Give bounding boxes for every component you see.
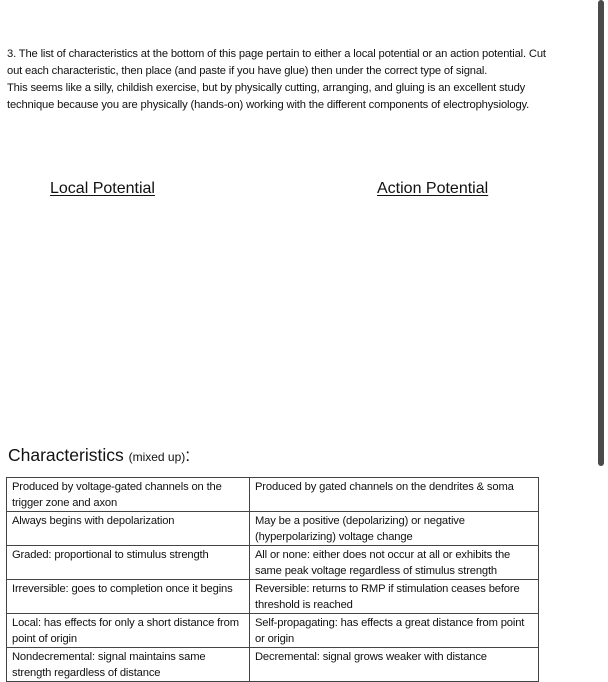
local-potential-heading: Local Potential: [50, 180, 155, 197]
instructions: [7, 46, 547, 114]
characteristics-title: Characteristics: [8, 445, 129, 465]
table-cell: Nondecremental: signal maintains same strength regardless of distance: [7, 648, 250, 682]
table-cell: Produced by gated channels on the dendrites & soma: [250, 478, 539, 512]
table-row: [7, 512, 539, 546]
table-cell: Irreversible: goes to completion once it begins: [7, 580, 250, 614]
table-row: [7, 478, 539, 512]
table-cell: Always begins with depolarization: [7, 512, 250, 546]
instructions-paragraph-1: 3. The list of characteristics at the bottom of this page pertain to either a local potential or an action potential. Cut out each characteristic, then place (and paste if you have glue) then under the correct type of signal.: [7, 48, 546, 77]
table-cell: Produced by voltage-gated channels on the trigger zone and axon: [7, 478, 250, 512]
characteristics-heading: [8, 445, 190, 466]
action-potential-heading: Action Potential: [377, 180, 489, 197]
table-row: [7, 614, 539, 648]
characteristics-table: [6, 477, 539, 682]
instructions-paragraph-2: This seems like a silly, childish exercise, but by physically cutting, arranging, and gluing is an excellent study technique because you are physically (hands-on) working with the different components of electrophysiology.: [7, 82, 530, 111]
table-row: [7, 580, 539, 614]
table-cell: Self-propagating: has effects a great distance from point or origin: [250, 614, 539, 648]
table-cell: All or none: either does not occur at all or exhibits the same peak voltage regardless of stimulus strength: [250, 546, 539, 580]
vertical-scrollbar[interactable]: [598, 0, 604, 466]
characteristics-colon: :: [185, 445, 191, 465]
table-cell: Reversible: returns to RMP if stimulation ceases before threshold is reached: [250, 580, 539, 614]
characteristics-subtitle: (mixed up): [128, 450, 186, 464]
table-cell: Decremental: signal grows weaker with distance: [250, 648, 539, 682]
table-cell: Local: has effects for only a short distance from point of origin: [7, 614, 250, 648]
table-row: [7, 648, 539, 682]
table-cell: May be a positive (depolarizing) or negative (hyperpolarizing) voltage change: [250, 512, 539, 546]
table-row: [7, 546, 539, 580]
table-cell: Graded: proportional to stimulus strength: [7, 546, 250, 580]
